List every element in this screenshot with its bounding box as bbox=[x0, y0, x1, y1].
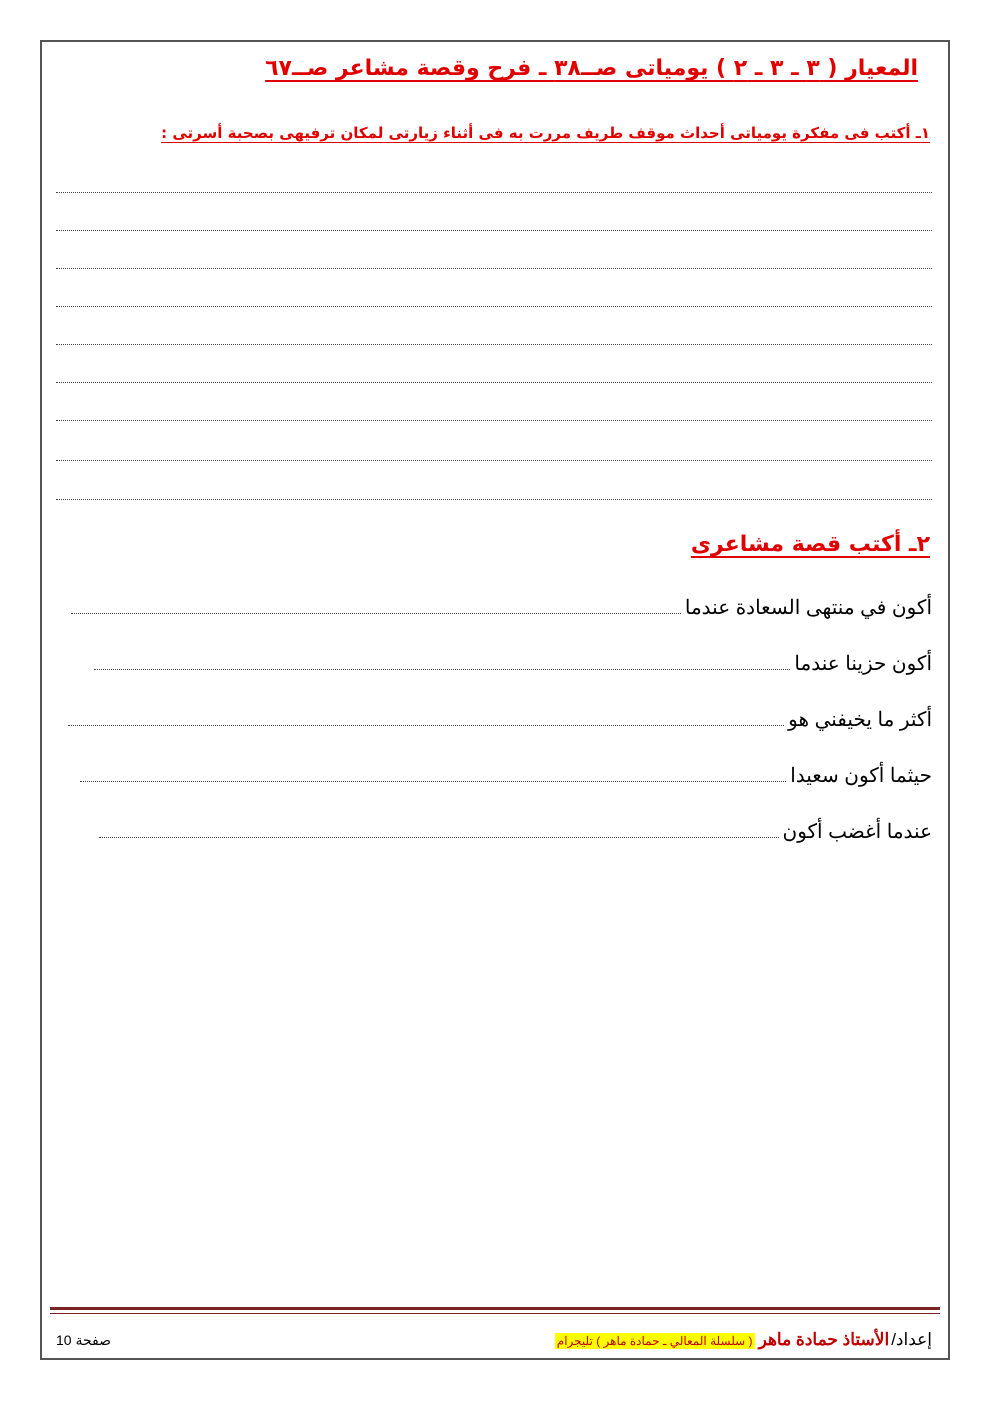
page-frame bbox=[40, 40, 950, 1360]
footer-prepared-by: إعداد/ bbox=[891, 1330, 932, 1349]
feeling-prompt-row bbox=[94, 648, 932, 676]
page-number: صفحة 10 bbox=[56, 1332, 111, 1348]
answer-line[interactable] bbox=[56, 192, 932, 193]
answer-line[interactable] bbox=[56, 382, 932, 383]
footer-author bbox=[555, 1330, 932, 1350]
feeling-answer-blank[interactable] bbox=[80, 781, 786, 782]
feeling-prompt-row bbox=[80, 760, 932, 788]
answer-line[interactable] bbox=[56, 230, 932, 231]
answer-line[interactable] bbox=[56, 344, 932, 345]
feeling-answer-blank[interactable] bbox=[71, 613, 681, 614]
feeling-prompt-row bbox=[68, 704, 932, 732]
footer-divider bbox=[50, 1307, 940, 1310]
feeling-prompt: أكون في منتهى السعادة عندما bbox=[684, 597, 932, 619]
feeling-answer-blank[interactable] bbox=[94, 669, 790, 670]
feeling-prompt: حيثما أكون سعيدا bbox=[790, 765, 932, 787]
answer-line[interactable] bbox=[56, 306, 932, 307]
footer-divider-thin bbox=[50, 1313, 940, 1314]
feeling-prompt-row bbox=[99, 816, 932, 844]
feeling-answer-blank[interactable] bbox=[68, 725, 784, 726]
answer-line[interactable] bbox=[56, 268, 932, 269]
question-1-title: ١ـ أكتب فى مفكرة يومياتى أحداث موقف طريف مررت به فى أثناء زيارتى لمكان ترفيهى بصحبة أسرتى : bbox=[161, 124, 930, 142]
standard-title: المعيار ( ٣ ـ ٣ ـ ٢ ) يومياتى صــ٣٨ ـ فرح وقصة مشاعر صــ٦٧ bbox=[265, 56, 918, 81]
feeling-prompt-row bbox=[71, 592, 932, 620]
footer-series-badge: ( سلسلة المعالي ـ حمادة ماهر ) تليجرام bbox=[556, 1334, 753, 1348]
feeling-answer-blank[interactable] bbox=[99, 837, 779, 838]
feeling-prompt: أكثر ما يخيفني هو bbox=[788, 709, 932, 731]
feeling-prompt: عندما أغضب أكون bbox=[782, 821, 932, 843]
feeling-prompt: أكون حزينا عندما bbox=[794, 653, 932, 675]
footer-author-name: الأستاذ حمادة ماهر bbox=[758, 1330, 890, 1349]
answer-line[interactable] bbox=[56, 499, 932, 500]
question-2-title: ٢ـ أكتب قصة مشاعرى bbox=[690, 532, 930, 557]
answer-line[interactable] bbox=[56, 420, 932, 421]
answer-line[interactable] bbox=[56, 460, 932, 461]
